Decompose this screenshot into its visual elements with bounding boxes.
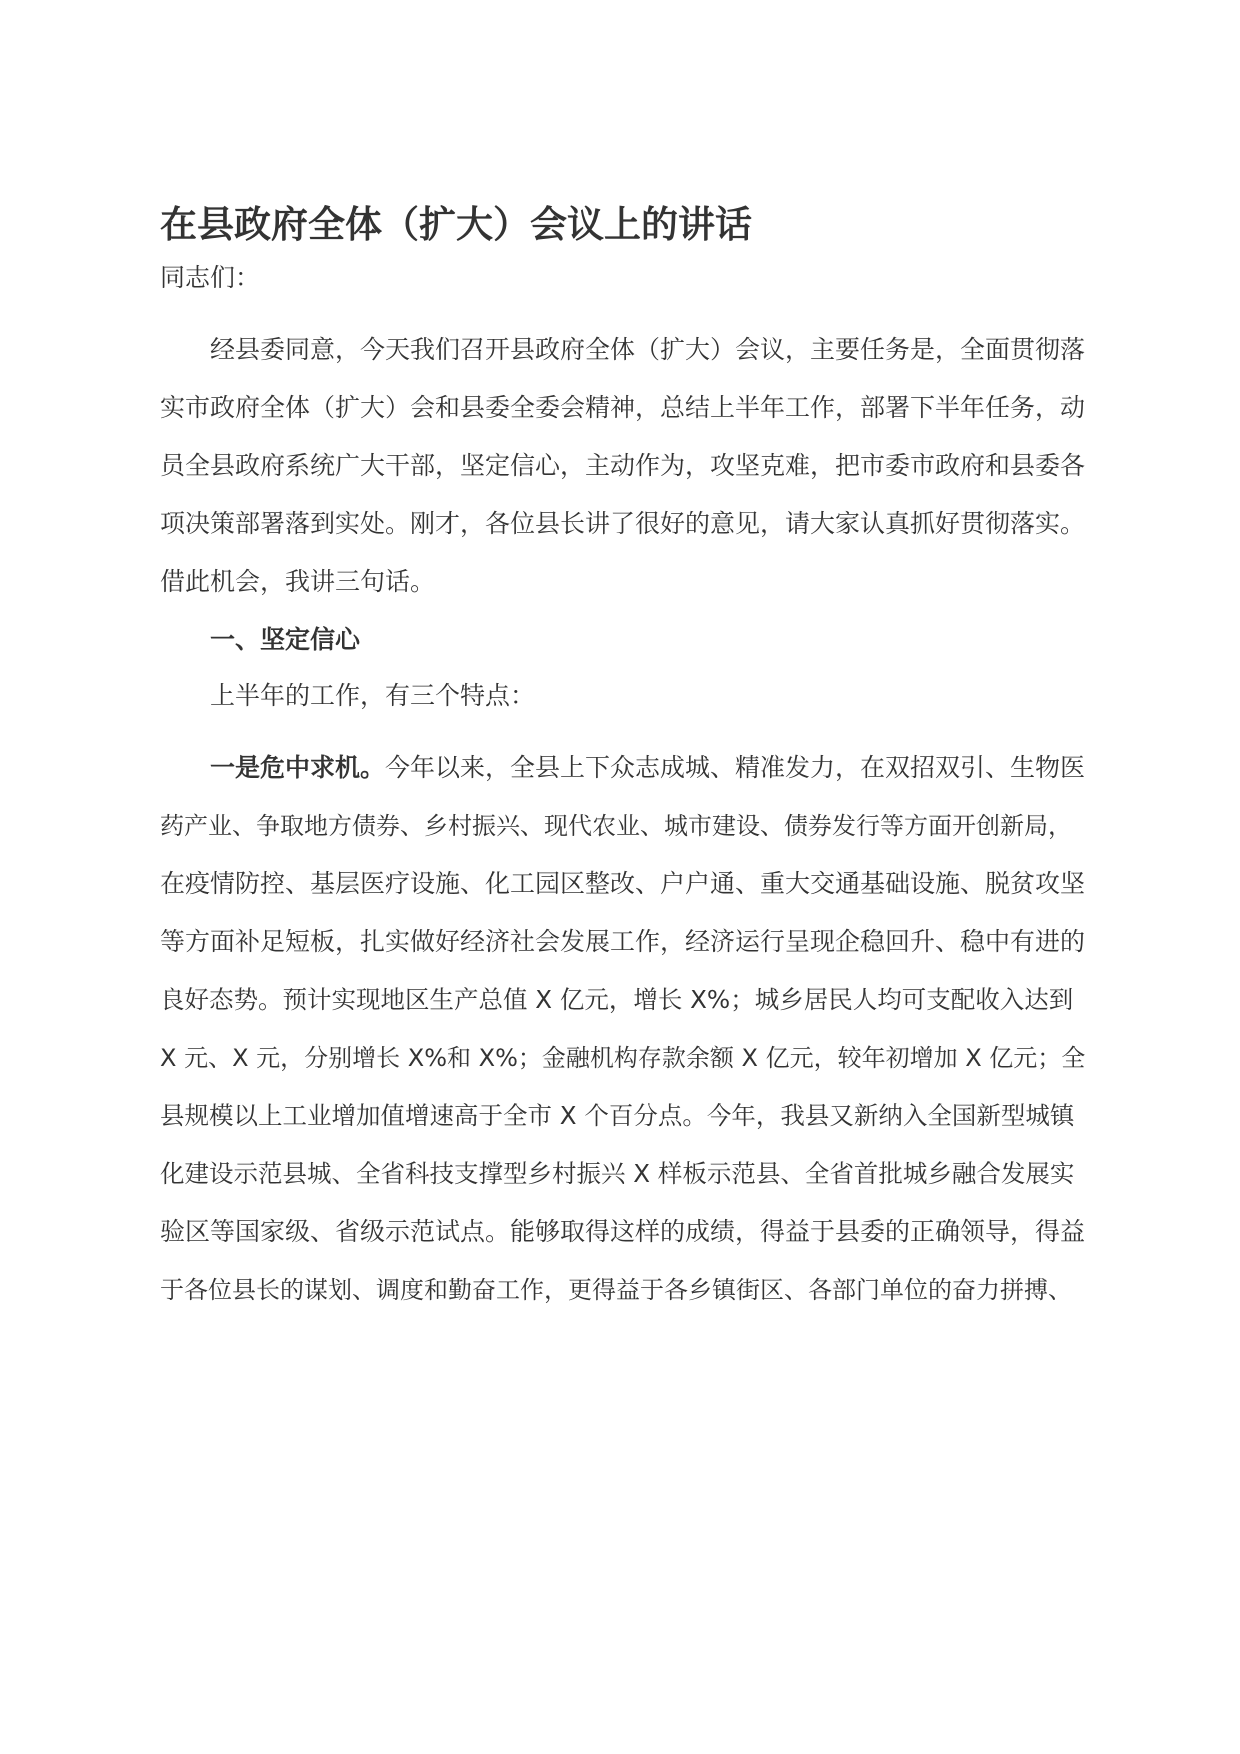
paragraph-line: X 元、X 元，分别增长 X%和 X%；金融机构存款余额 X 亿元，较年初增加 X 亿元；全: [160, 1044, 1086, 1072]
paragraph-line: 经县委同意，今天我们召开县政府全体（扩大）会议，主要任务是，全面贯彻落: [210, 335, 1086, 364]
paragraph-line: 验区等国家级、省级示范试点。能够取得这样的成绩，得益于县委的正确领导，得益: [160, 1217, 1086, 1246]
paragraph-line: 药产业、争取地方债券、乡村振兴、现代农业、城市建设、债券发行等方面开创新局，: [160, 812, 1072, 840]
section-intro: 上半年的工作，有三个特点：: [210, 681, 536, 710]
paragraph-line: 员全县政府系统广大干部，坚定信心，主动作为，攻坚克难，把市委市政府和县委各: [160, 451, 1086, 480]
point-first-line: [210, 748, 1085, 788]
paragraph-line: 实市政府全体（扩大）会和县委全委会精神，总结上半年工作，部署下半年任务，动: [160, 393, 1086, 422]
document-title: 在县政府全体（扩大）会议上的讲话: [160, 203, 752, 246]
paragraph-line: 在疫情防控、基层医疗设施、化工园区整改、户户通、重大交通基础设施、脱贫攻坚: [160, 869, 1086, 898]
point-text: 今年以来，全县上下众志成城、精准发力，在双招双引、生物医: [385, 753, 1086, 782]
section-heading: 一、坚定信心: [210, 625, 361, 654]
paragraph-line: 等方面补足短板，扎实做好经济社会发展工作，经济运行呈现企稳回升、稳中有进的: [160, 927, 1086, 956]
paragraph-line: 项决策部署落到实处。刚才，各位县长讲了很好的意见，请大家认真抓好贯彻落实。: [160, 509, 1086, 538]
salutation: 同志们：: [160, 263, 261, 292]
paragraph-line: 化建设示范县城、全省科技支撑型乡村振兴 X 样板示范县、全省首批城乡融合发展实: [160, 1159, 1075, 1188]
paragraph-line: 于各位县长的谋划、调度和勤奋工作，更得益于各乡镇街区、各部门单位的奋力拼搏、: [160, 1276, 1072, 1304]
paragraph-line: 借此机会，我讲三句话。: [160, 567, 436, 596]
paragraph-line: 良好态势。预计实现地区生产总值 X 亿元，增长 X%；城乡居民人均可支配收入达到: [160, 985, 1074, 1014]
paragraph-line: 县规模以上工业增加值增速高于全市 X 个百分点。今年，我县又新纳入全国新型城镇: [160, 1101, 1075, 1130]
point-lead: 一是危中求机。: [210, 753, 386, 782]
